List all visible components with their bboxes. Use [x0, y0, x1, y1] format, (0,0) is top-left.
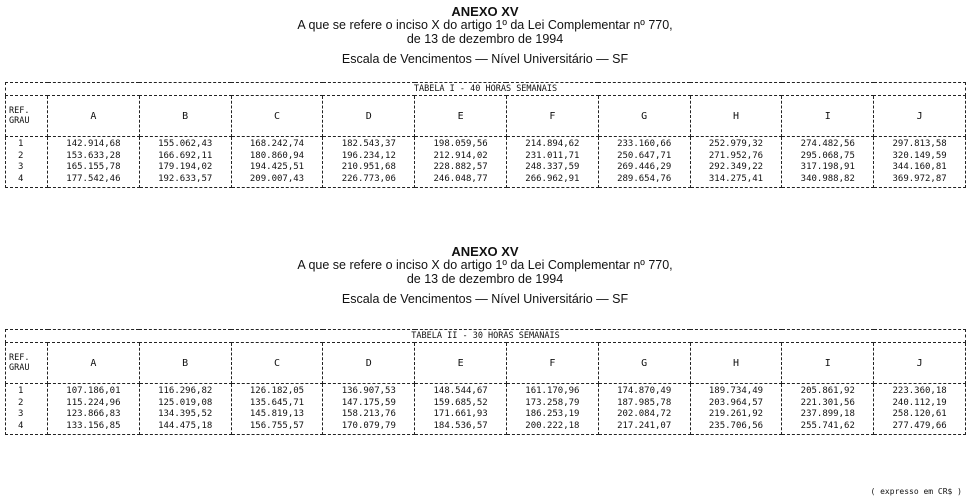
salary-value: 187.985,78: [617, 397, 672, 408]
column-header: H: [690, 96, 782, 137]
salary-value: 125.019,08: [158, 397, 213, 408]
annex-title: ANEXO XV: [451, 4, 519, 19]
salary-cell: [874, 137, 966, 188]
column-header: G: [598, 343, 690, 384]
salary-value: 156.755,57: [249, 420, 305, 431]
salary-value: 228.882,57: [433, 162, 488, 172]
salary-cell: [506, 137, 598, 188]
salary-value: 269.446,29: [617, 162, 672, 172]
salary-value: 145.819,13: [249, 409, 305, 419]
salary-cell: [139, 384, 231, 435]
salary-value: 214.894,62: [525, 139, 580, 149]
grade-value: 3: [18, 162, 24, 172]
salary-value: 255.741,62: [800, 420, 855, 431]
salary-value: 314.275,41: [708, 173, 764, 184]
salary-value: 200.222,18: [525, 420, 580, 431]
column-header: F: [506, 96, 598, 137]
salary-value: 295.068,75: [800, 150, 855, 161]
salary-value: 271.952,76: [708, 150, 764, 161]
salary-value: 219.261,92: [708, 409, 764, 419]
salary-value: 182.543,37: [341, 139, 396, 149]
column-header: J: [874, 343, 966, 384]
salary-value: 340.988,82: [800, 173, 855, 184]
grade-cell: [6, 137, 48, 188]
salary-value: 174.870,49: [617, 386, 672, 396]
salary-value: 203.964,57: [708, 397, 764, 408]
salary-value: 153.633,28: [66, 150, 121, 161]
salary-value: 179.194,02: [158, 162, 213, 172]
salary-scale-title: Escala de Vencimentos — Nível Universitário — SF: [341, 292, 629, 306]
grade-value: 1: [18, 386, 24, 396]
salary-value: 226.773,06: [341, 173, 396, 184]
column-header: C: [231, 343, 323, 384]
salary-value: 231.011,71: [525, 150, 580, 161]
salary-cell: [415, 137, 507, 188]
salary-value: 192.633,57: [158, 173, 213, 184]
salary-value: 317.198,91: [800, 162, 855, 172]
salary-value: 209.007,43: [249, 173, 305, 184]
column-header: J: [874, 96, 966, 137]
column-header: D: [323, 96, 415, 137]
salary-cell: [139, 137, 231, 188]
salary-value: 144.475,18: [158, 420, 213, 431]
salary-value: 134.395,52: [158, 409, 213, 419]
column-header: C: [231, 96, 323, 137]
salary-cell: [48, 384, 140, 435]
column-header: G: [598, 96, 690, 137]
salary-cell: [598, 137, 690, 188]
salary-value: 180.860,94: [249, 150, 305, 161]
grade-value: 2: [18, 150, 24, 161]
salary-value: 237.899,18: [800, 409, 855, 419]
salary-value: 161.170,96: [525, 386, 580, 396]
salary-cell: [506, 384, 598, 435]
salary-cell: [690, 137, 782, 188]
grade-value: 1: [18, 139, 24, 149]
grade-value: 3: [18, 409, 24, 419]
table-header-row: [6, 343, 966, 384]
salary-value: 184.536,57: [433, 420, 488, 431]
grade-value: 4: [18, 173, 24, 184]
salary-value: 186.253,19: [525, 409, 580, 419]
salary-value: 289.654,76: [617, 173, 672, 184]
salary-cell: [598, 384, 690, 435]
salary-value: 292.349,22: [708, 162, 764, 172]
salary-cell: [323, 137, 415, 188]
salary-value: 116.296,82: [158, 386, 213, 396]
column-header: E: [415, 343, 507, 384]
salary-cell: [782, 384, 874, 435]
annex-title: ANEXO XV: [451, 244, 519, 259]
salary-value: 274.482,56: [800, 139, 855, 149]
column-header: B: [139, 96, 231, 137]
salary-value: 221.301,56: [800, 397, 855, 408]
salary-cell: [415, 384, 507, 435]
column-header: H: [690, 343, 782, 384]
salary-cell: [874, 384, 966, 435]
salary-value: 210.951,68: [341, 162, 396, 172]
salary-table-40h: [5, 82, 966, 188]
table-body-row: [6, 384, 966, 435]
salary-value: 123.866,83: [66, 409, 121, 419]
salary-value: 142.914,68: [66, 139, 121, 149]
ref-label: REF.: [9, 106, 30, 116]
grade-value: 4: [18, 420, 24, 431]
grau-label: GRAU: [9, 363, 30, 373]
salary-cell: [323, 384, 415, 435]
column-header: A: [48, 343, 140, 384]
salary-value: 196.234,12: [341, 150, 396, 161]
salary-value: 223.360,18: [892, 386, 947, 396]
salary-value: 320.149,59: [892, 150, 947, 161]
salary-value: 246.048,77: [433, 173, 488, 184]
salary-value: 107.186,01: [66, 386, 121, 396]
annex-reference-line: A que se refere o inciso X do artigo 1º da Lei Complementar nº 770,: [297, 18, 673, 32]
salary-value: 194.425,51: [249, 162, 305, 172]
salary-value: 198.059,56: [433, 139, 488, 149]
salary-value: 147.175,59: [341, 397, 396, 408]
column-header: F: [506, 343, 598, 384]
annex-header-2: [0, 245, 970, 306]
table-caption: TABELA I - 40 HORAS SEMANAIS: [6, 83, 966, 96]
salary-value: 159.685,52: [433, 397, 488, 408]
salary-value: 205.861,92: [800, 386, 855, 396]
table-caption: TABELA II - 30 HORAS SEMANAIS: [6, 330, 966, 343]
salary-value: 277.479,66: [892, 420, 947, 431]
annex-reference-line: A que se refere o inciso X do artigo 1º da Lei Complementar nº 770,: [297, 258, 673, 272]
ref-label: REF.: [9, 353, 30, 363]
salary-cell: [782, 137, 874, 188]
ref-grau-header: [6, 343, 48, 384]
salary-value: 344.160,81: [892, 162, 947, 172]
salary-cell: [48, 137, 140, 188]
salary-value: 165.155,78: [66, 162, 121, 172]
salary-value: 115.224,96: [66, 397, 121, 408]
grau-label: GRAU: [9, 116, 30, 126]
salary-value: 173.258,79: [525, 397, 580, 408]
salary-scale-title: Escala de Vencimentos — Nível Universitário — SF: [341, 52, 629, 66]
salary-value: 166.692,11: [158, 150, 213, 161]
salary-value: 133.156,85: [66, 420, 121, 431]
salary-value: 177.542,46: [66, 173, 121, 184]
ref-grau-header: [6, 96, 48, 137]
table-body-row: [6, 137, 966, 188]
annex-date-line: de 13 de dezembro de 1994: [406, 271, 564, 286]
annex-header-1: [0, 5, 970, 66]
salary-value: 248.337,59: [525, 162, 580, 172]
salary-cell: [690, 384, 782, 435]
salary-value: 217.241,07: [617, 420, 672, 431]
salary-value: 171.661,93: [433, 409, 488, 419]
salary-cell: [231, 137, 323, 188]
salary-value: 158.213,76: [341, 409, 396, 419]
salary-value: 235.706,56: [708, 420, 764, 431]
column-header: E: [415, 96, 507, 137]
salary-value: 126.182,05: [249, 386, 305, 396]
salary-value: 136.907,53: [341, 386, 396, 396]
currency-footnote: ( expresso em CR$ ): [870, 487, 962, 496]
salary-value: 369.972,87: [892, 173, 947, 184]
grade-value: 2: [18, 397, 24, 408]
salary-value: 170.079,79: [341, 420, 396, 431]
salary-value: 297.813,58: [892, 139, 947, 149]
salary-value: 258.120,61: [892, 409, 947, 419]
salary-value: 212.914,02: [433, 150, 488, 161]
annex-date-line: de 13 de dezembro de 1994: [406, 31, 564, 46]
column-header: D: [323, 343, 415, 384]
table-header-row: [6, 96, 966, 137]
column-header: I: [782, 96, 874, 137]
salary-table-30h: [5, 329, 966, 435]
column-header: B: [139, 343, 231, 384]
salary-cell: [231, 384, 323, 435]
salary-value: 148.544,67: [433, 386, 488, 396]
salary-value: 233.160,66: [617, 139, 672, 149]
salary-value: 266.962,91: [525, 173, 580, 184]
column-header: A: [48, 96, 140, 137]
salary-value: 189.734,49: [708, 386, 764, 396]
salary-value: 250.647,71: [617, 150, 672, 161]
salary-value: 135.645,71: [249, 397, 305, 408]
column-header: I: [782, 343, 874, 384]
salary-value: 240.112,19: [892, 397, 947, 408]
grade-cell: [6, 384, 48, 435]
salary-value: 202.084,72: [617, 409, 672, 419]
salary-value: 252.979,32: [708, 139, 764, 149]
salary-value: 168.242,74: [249, 139, 305, 149]
salary-value: 155.062,43: [158, 139, 213, 149]
